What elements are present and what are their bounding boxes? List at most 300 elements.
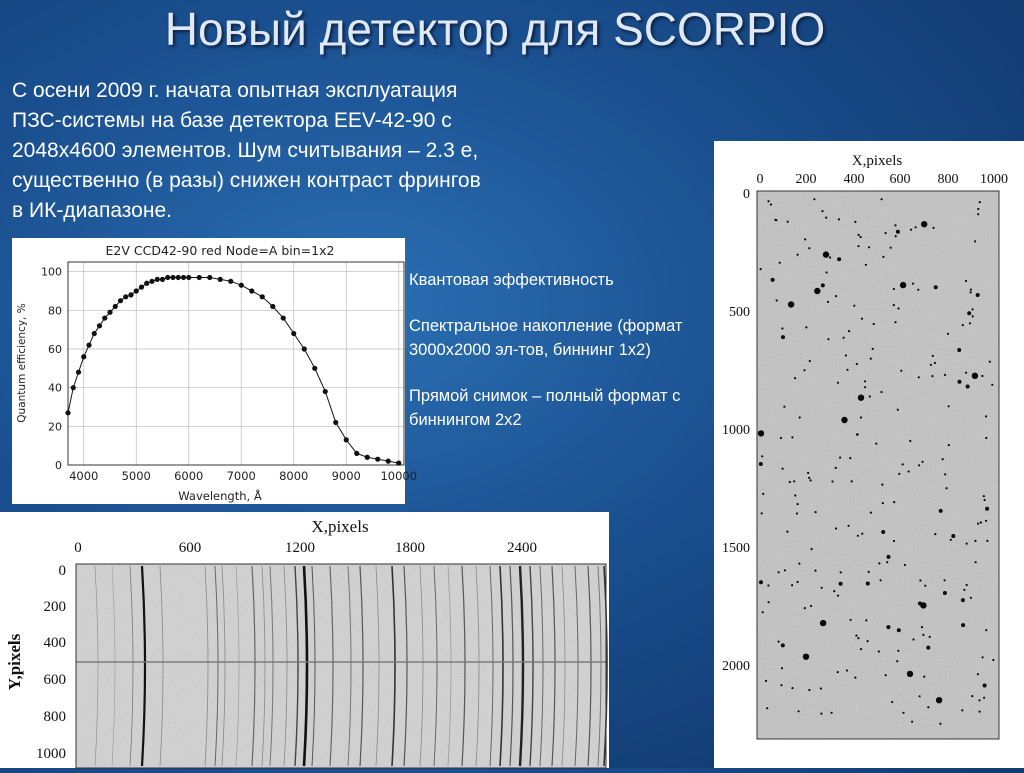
qe-data-point — [107, 310, 112, 315]
direct-star — [886, 625, 890, 629]
direct-star — [846, 369, 848, 371]
direct-star — [932, 227, 934, 229]
direct-star — [881, 198, 883, 200]
direct-star — [909, 440, 911, 442]
direct-star — [794, 494, 796, 496]
direct-star — [991, 384, 993, 386]
qe-data-point — [260, 294, 265, 299]
direct-star — [896, 660, 898, 662]
direct-star — [931, 375, 933, 377]
direct-star — [849, 457, 851, 459]
direct-star — [797, 254, 799, 256]
spectrum-frame — [0, 512, 609, 768]
spectrum-frame-panel — [0, 512, 609, 768]
qe-data-point — [323, 389, 328, 394]
direct-star — [867, 640, 869, 642]
direct-star — [885, 232, 887, 234]
direct-star — [957, 348, 961, 352]
direct-star — [809, 360, 811, 362]
note-direct: Прямой снимок – полный формат с биннингом 2x2 — [409, 387, 681, 429]
direct-star — [912, 283, 914, 285]
direct-x-tick-label: 200 — [795, 172, 817, 187]
direct-star — [767, 200, 769, 202]
direct-star — [766, 707, 768, 709]
qe-data-point — [365, 455, 370, 460]
direct-star — [881, 530, 885, 534]
direct-star — [897, 650, 899, 652]
direct-star — [851, 480, 853, 482]
direct-star — [758, 430, 764, 436]
direct-star — [765, 680, 767, 682]
direct-star — [962, 324, 964, 326]
qe-x-axis-label: Wavelength, Å — [178, 489, 262, 503]
direct-star — [934, 362, 936, 364]
spectrum-x-title: X,pixels — [311, 517, 369, 536]
spectrum-y-tick-label: 0 — [58, 563, 66, 579]
qe-chart — [12, 238, 418, 504]
direct-star — [970, 289, 972, 291]
intro-line-1: С осени 2009 г. начата опытная эксплуатация — [12, 79, 458, 102]
direct-star — [971, 695, 973, 697]
direct-star — [961, 623, 965, 627]
qe-data-point — [270, 304, 275, 309]
direct-star — [878, 562, 880, 564]
direct-star — [860, 648, 862, 650]
direct-star — [839, 582, 843, 586]
direct-star — [986, 540, 988, 542]
qe-curve-line — [68, 278, 399, 464]
direct-x-tick-label: 0 — [756, 172, 764, 187]
direct-star — [880, 579, 882, 581]
qe-data-point — [160, 277, 165, 282]
direct-star — [810, 605, 812, 607]
direct-star — [820, 687, 822, 689]
direct-star — [966, 584, 968, 586]
spectrum-x-tick-label: 1200 — [285, 540, 315, 556]
direct-star — [924, 585, 926, 587]
direct-star — [882, 502, 884, 504]
direct-star — [783, 406, 785, 408]
qe-data-point — [302, 346, 307, 351]
direct-star — [781, 327, 783, 329]
qe-x-tick-label: 10000 — [380, 469, 418, 483]
qe-data-point — [65, 410, 70, 415]
spectrum-x-tick-label: 0 — [74, 540, 82, 556]
direct-star — [969, 322, 971, 324]
direct-star — [947, 333, 949, 335]
direct-star — [791, 436, 793, 438]
direct-star — [886, 561, 888, 563]
qe-data-point — [113, 304, 118, 309]
direct-star — [885, 674, 887, 676]
direct-star — [882, 256, 884, 258]
direct-star — [972, 308, 974, 310]
direct-star — [887, 555, 891, 559]
direct-star — [897, 409, 899, 411]
direct-star — [857, 535, 859, 537]
direct-star — [912, 638, 914, 640]
slide-title: Новый детектор для SCORPIO — [164, 3, 826, 55]
spectrum-y-tick-label: 800 — [43, 709, 66, 725]
qe-data-point — [165, 275, 170, 280]
direct-star — [965, 372, 967, 374]
direct-star — [967, 311, 971, 315]
direct-y-tick-label: 2000 — [722, 659, 750, 674]
qe-data-point — [81, 354, 86, 359]
direct-star — [922, 634, 924, 636]
direct-star — [780, 437, 782, 439]
direct-star — [824, 621, 826, 623]
qe-data-point — [86, 343, 91, 348]
direct-star — [857, 245, 859, 247]
qe-x-tick-label: 7000 — [226, 469, 256, 483]
direct-star — [821, 210, 823, 212]
qe-data-point — [281, 315, 286, 320]
direct-star — [780, 684, 782, 686]
direct-star — [865, 619, 867, 621]
qe-data-point — [396, 460, 401, 465]
qe-data-point — [155, 277, 160, 282]
direct-star — [837, 595, 839, 597]
direct-star — [861, 318, 863, 320]
direct-star — [810, 479, 812, 481]
direct-star — [761, 455, 763, 457]
direct-star — [890, 247, 892, 249]
direct-star — [791, 584, 793, 586]
direct-star — [837, 257, 841, 261]
direct-star — [972, 373, 978, 379]
direct-star — [907, 671, 913, 677]
qe-data-point — [144, 281, 149, 286]
direct-x-tick-label: 1000 — [980, 172, 1008, 187]
direct-star — [904, 564, 906, 566]
direct-star — [761, 512, 763, 514]
spectrum-y-title: Y,pixels — [5, 633, 24, 691]
direct-star — [942, 458, 944, 460]
direct-star — [930, 364, 932, 366]
direct-star — [833, 590, 835, 592]
direct-star — [922, 461, 924, 463]
direct-star — [778, 571, 780, 573]
direct-star — [841, 417, 847, 423]
direct-star — [787, 221, 789, 223]
qe-data-point — [128, 292, 133, 297]
direct-star — [781, 643, 785, 647]
direct-star — [983, 495, 985, 497]
direct-star — [845, 354, 847, 356]
direct-star — [978, 699, 980, 701]
direct-star — [983, 697, 985, 699]
qe-data-point — [97, 323, 102, 328]
direct-y-tick-label: 500 — [729, 305, 750, 320]
qe-x-tick-label: 4000 — [69, 469, 99, 483]
qe-data-point — [134, 288, 139, 293]
direct-star — [853, 305, 855, 307]
direct-star — [902, 712, 904, 714]
qe-data-point — [170, 275, 175, 280]
direct-star — [838, 218, 840, 220]
direct-star — [815, 511, 817, 513]
direct-x-title: X,pixels — [851, 153, 903, 169]
direct-star — [775, 219, 777, 221]
spectrum-y-tick-label: 1000 — [36, 746, 66, 762]
qe-data-point — [312, 366, 317, 371]
qe-x-tick-label: 9000 — [331, 469, 361, 483]
direct-star — [827, 338, 829, 340]
direct-star — [927, 706, 929, 708]
direct-x-tick-label: 400 — [843, 172, 865, 187]
direct-star — [843, 337, 845, 339]
direct-star — [860, 416, 862, 418]
direct-star — [893, 540, 895, 542]
spectrum-y-tick-label: 200 — [43, 599, 66, 615]
direct-star — [803, 654, 809, 660]
qe-data-point — [186, 275, 191, 280]
qe-data-point — [354, 451, 359, 456]
direct-star — [767, 584, 769, 586]
direct-star — [848, 330, 850, 332]
direct-star — [944, 579, 946, 581]
direct-star — [776, 299, 778, 301]
direct-star — [814, 570, 816, 572]
direct-star — [826, 271, 828, 273]
intro-line-2: ПЗС-системы на базе детектора EEV-42-90 с — [12, 109, 452, 132]
direct-star — [972, 315, 974, 317]
direct-x-tick-label: 800 — [937, 172, 959, 187]
qe-data-point — [71, 385, 76, 390]
direct-star — [963, 589, 965, 591]
note-qe: Квантовая эффективность — [409, 271, 614, 289]
direct-y-tick-label: 0 — [743, 187, 750, 202]
qe-y-tick-label: 80 — [48, 304, 62, 318]
spectrum-x-tick-label: 1800 — [395, 540, 425, 556]
direct-star — [932, 355, 934, 357]
direct-star — [880, 391, 882, 393]
direct-star — [981, 375, 983, 377]
qe-data-point — [181, 275, 186, 280]
direct-star — [921, 221, 927, 227]
direct-star — [893, 304, 895, 306]
direct-star — [934, 285, 938, 289]
direct-star — [821, 283, 825, 287]
direct-star — [966, 385, 970, 389]
direct-star — [823, 251, 829, 257]
direct-star — [948, 405, 950, 407]
qe-data-point — [344, 437, 349, 442]
direct-star — [902, 463, 904, 465]
direct-star — [835, 467, 837, 469]
direct-star — [961, 598, 965, 602]
direct-star — [900, 282, 906, 288]
direct-star — [762, 611, 764, 613]
direct-star — [868, 246, 870, 248]
direct-star — [929, 636, 931, 638]
direct-star — [944, 374, 946, 376]
direct-star — [797, 503, 799, 505]
direct-star — [918, 464, 920, 466]
spectrum-y-tick-label: 600 — [43, 672, 66, 688]
direct-star — [936, 697, 942, 703]
direct-star — [759, 462, 763, 466]
direct-star — [796, 512, 798, 514]
spectrum-image — [76, 564, 606, 768]
direct-star — [979, 711, 981, 713]
direct-star — [804, 238, 806, 240]
qe-x-tick-label: 6000 — [174, 469, 204, 483]
direct-star — [946, 487, 948, 489]
qe-data-point — [228, 279, 233, 284]
direct-star — [837, 382, 839, 384]
direct-star — [848, 525, 850, 527]
direct-star — [857, 433, 859, 435]
direct-star — [919, 695, 921, 697]
direct-star — [897, 628, 901, 632]
direct-star — [961, 709, 963, 711]
direct-star — [985, 629, 987, 631]
direct-star — [943, 591, 947, 595]
direct-star — [970, 597, 972, 599]
direct-star — [805, 326, 807, 328]
direct-star — [939, 723, 941, 725]
direct-star — [870, 358, 872, 360]
direct-star — [760, 268, 762, 270]
direct-star — [799, 416, 801, 418]
qe-plot-frame — [68, 262, 404, 465]
qe-chart-panel — [12, 238, 418, 504]
direct-star — [789, 481, 791, 483]
direct-star — [856, 363, 858, 365]
direct-star — [989, 361, 991, 363]
qe-data-point — [123, 294, 128, 299]
direct-image — [714, 141, 1024, 768]
direct-star — [831, 712, 833, 714]
direct-star — [804, 607, 806, 609]
direct-star — [873, 323, 875, 325]
direct-star — [918, 376, 920, 378]
direct-star — [975, 561, 977, 563]
direct-star — [911, 721, 913, 723]
direct-star — [781, 667, 783, 669]
direct-star — [814, 288, 820, 294]
direct-star — [897, 307, 899, 309]
spectrum-x-tick-label: 600 — [178, 540, 202, 556]
direct-star — [837, 671, 839, 673]
direct-star — [793, 480, 795, 482]
direct-star — [768, 601, 770, 603]
direct-star — [878, 650, 880, 652]
direct-star — [985, 507, 989, 511]
qe-x-tick-label: 8000 — [279, 469, 309, 483]
qe-data-point — [102, 315, 107, 320]
direct-star — [835, 527, 837, 529]
qe-y-axis-label: Quantum efficiency, % — [16, 303, 28, 423]
direct-star — [894, 224, 896, 226]
direct-star — [808, 477, 810, 479]
direct-star — [910, 229, 912, 231]
notes-block — [409, 268, 709, 454]
qe-data-point — [197, 275, 202, 280]
direct-star — [870, 512, 872, 514]
direct-star — [985, 520, 987, 522]
direct-star — [797, 581, 799, 583]
direct-star — [840, 571, 842, 573]
direct-star — [951, 534, 955, 538]
qe-data-point — [176, 275, 181, 280]
qe-data-point — [118, 298, 123, 303]
direct-star — [891, 701, 893, 703]
direct-star — [860, 236, 862, 238]
direct-star — [919, 579, 921, 581]
direct-star — [974, 240, 976, 242]
direct-star — [866, 582, 870, 586]
direct-star — [813, 198, 815, 200]
direct-star — [762, 493, 764, 495]
direct-star — [868, 571, 870, 573]
qe-data-point — [218, 277, 223, 282]
spectrum-y-tick-label: 400 — [43, 635, 66, 651]
direct-star — [893, 288, 895, 290]
qe-data-point — [291, 331, 296, 336]
direct-star — [850, 619, 852, 621]
qe-data-point — [149, 279, 154, 284]
direct-star — [921, 626, 923, 628]
direct-star — [965, 280, 967, 282]
intro-line-5: в ИК-диапазоне. — [12, 199, 172, 222]
direct-star — [898, 473, 900, 475]
direct-star — [771, 278, 775, 282]
direct-star — [811, 548, 813, 550]
direct-star — [820, 620, 826, 626]
direct-star — [791, 687, 793, 689]
direct-star — [865, 264, 867, 266]
qe-y-tick-label: 100 — [41, 265, 62, 279]
direct-star — [798, 563, 800, 565]
direct-star — [900, 370, 902, 372]
direct-star — [872, 348, 874, 350]
direct-star — [895, 235, 897, 237]
direct-star — [869, 395, 871, 397]
qe-data-point — [207, 275, 212, 280]
direct-star — [918, 602, 922, 606]
direct-star — [985, 415, 987, 417]
direct-star — [857, 637, 859, 639]
direct-star — [977, 213, 979, 215]
direct-star — [950, 539, 952, 541]
direct-star — [881, 484, 883, 486]
direct-star — [839, 457, 841, 459]
direct-star — [794, 377, 796, 379]
direct-image-field — [757, 191, 999, 739]
direct-star — [979, 201, 981, 203]
intro-line-3: 2048x4600 элементов. Шум считывания – 2.3 e, — [12, 139, 479, 162]
direct-star — [908, 470, 910, 472]
direct-star — [896, 230, 900, 234]
direct-star — [939, 509, 943, 513]
direct-star — [944, 473, 946, 475]
intro-line-4: существенно (в разы) снижен контраст фрингов — [12, 169, 481, 192]
direct-star — [846, 669, 848, 671]
qe-y-tick-label: 0 — [55, 459, 62, 472]
direct-star — [977, 673, 979, 675]
direct-star — [825, 217, 827, 219]
direct-star — [970, 291, 972, 293]
direct-star — [982, 656, 984, 658]
direct-star — [864, 386, 866, 388]
direct-star — [917, 289, 919, 291]
qe-data-point — [76, 370, 81, 375]
direct-star — [984, 499, 986, 501]
direct-star — [808, 689, 810, 691]
